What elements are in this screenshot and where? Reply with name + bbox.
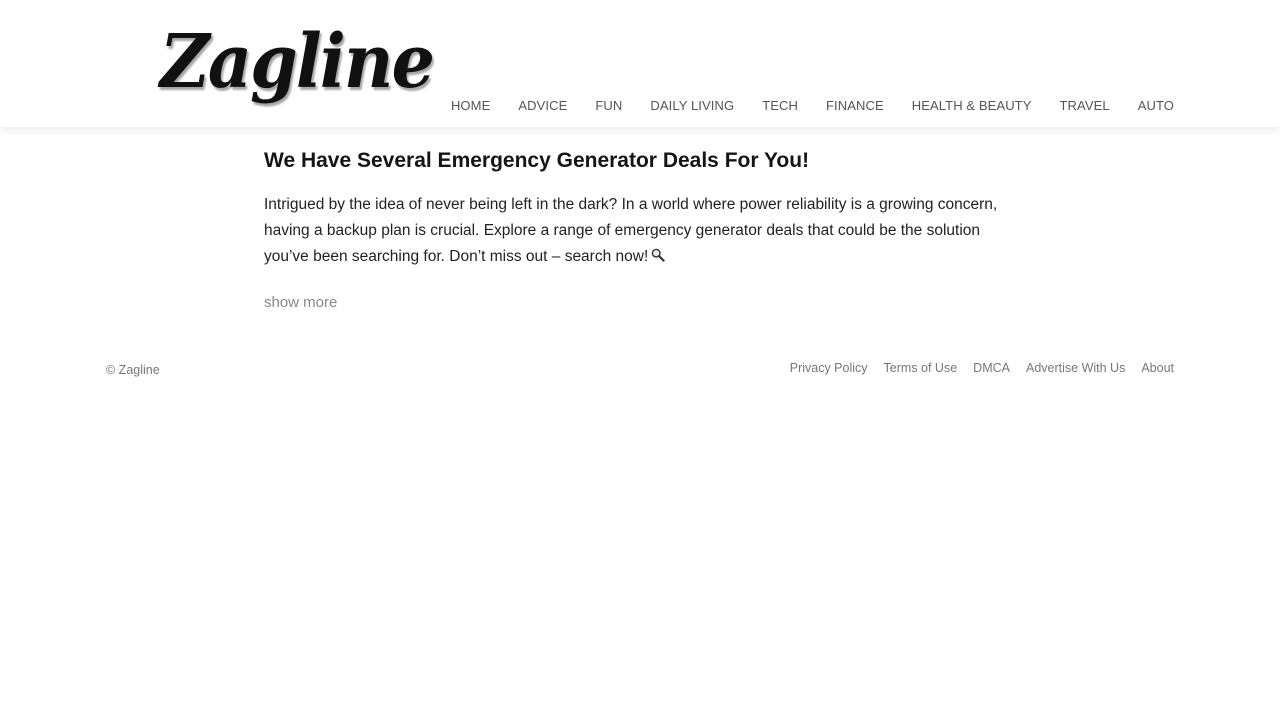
site-header (0, 0, 1280, 127)
article (264, 145, 1014, 313)
footer-link-privacy-policy[interactable]: Privacy Policy (789, 361, 868, 375)
footer-link-about[interactable]: About (1141, 361, 1174, 375)
logo-text: Zagline (160, 19, 434, 105)
footer-copyright: © Zagline (106, 363, 160, 377)
article-title: We Have Several Emergency Generator Deals For You! (264, 149, 810, 172)
footer-link-advertise[interactable]: Advertise With Us (1025, 361, 1126, 375)
footer-link-dmca[interactable]: DMCA (973, 361, 1010, 375)
nav-item-advice[interactable]: ADVICE (518, 98, 568, 113)
nav-item-finance[interactable]: FINANCE (826, 98, 884, 113)
article-body-text: Intrigued by the idea of never being left in the dark? In a world where power reliability is a growing concern, having a backup plan is crucial. Explore a range of emergency generator deals that could be the solution you’ve been searching for. Don’t miss out – search now! (264, 196, 998, 265)
nav-item-fun[interactable]: FUN (595, 98, 623, 113)
site-logo[interactable] (160, 19, 457, 110)
nav-item-tech[interactable]: TECH (762, 98, 798, 113)
nav-item-health-beauty[interactable]: HEALTH & BEAUTY (911, 98, 1032, 113)
main-nav (423, 97, 1174, 115)
footer-link-terms-of-use[interactable]: Terms of Use (883, 361, 958, 375)
nav-item-travel[interactable]: TRAVEL (1059, 98, 1110, 113)
nav-item-daily-living[interactable]: DAILY LIVING (650, 98, 735, 113)
article-body (264, 192, 1014, 271)
nav-item-home[interactable]: HOME (450, 98, 491, 113)
nav-item-auto[interactable]: AUTO (1137, 98, 1174, 113)
show-more-link[interactable]: show more (264, 294, 338, 311)
magnifying-glass-icon (651, 245, 665, 271)
footer-links (774, 359, 1174, 377)
